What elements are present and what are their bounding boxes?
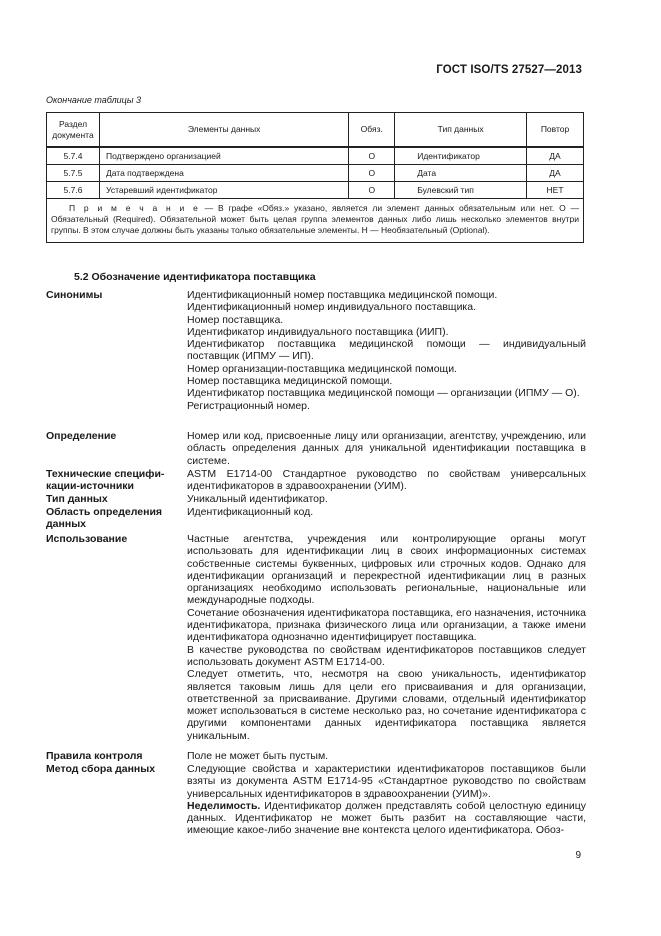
paragraph: [187, 800, 586, 837]
paragraph-text: Идентификатор должен представлять собой целостную единицу данных. Идентификатор не может быть разбит на составляющие части, имеющие какое-либо значение вне контекста целого идентификатора. Обоз-: [187, 799, 586, 837]
field-label: Тип данных: [46, 493, 108, 505]
cell-mandatory: О: [349, 165, 395, 182]
field-value: [187, 533, 586, 742]
field-label: Синонимы: [46, 289, 103, 301]
field-definition: [46, 430, 586, 467]
field-value: [187, 468, 586, 493]
table-header-row: [47, 113, 584, 148]
paragraph: Поле не может быть пустым.: [187, 750, 329, 762]
paragraph: В качестве руководства по свойствам идентификаторов поставщиков следует использовать документ ASTM E1714-00.: [187, 643, 586, 668]
paragraph: Идентификатор поставщика медицинской помощи — индивидуальный поставщик (ИПМУ — ИП).: [187, 338, 586, 363]
field-value: [187, 763, 586, 837]
data-elements-table: [46, 112, 584, 243]
paragraph: Номер поставщика.: [187, 313, 284, 326]
paragraph: Следующие свойства и характеристики идентификаторов поставщиков были взяты из документа ASTM E1714-95 «Стандартное руководство по свойствам универсальных идентификаторов в здравоохранении (УИМ)».: [187, 763, 586, 800]
cell-type: Идентификатор: [395, 147, 527, 165]
field-label: Метод сбора данных: [46, 763, 156, 775]
field-data-type: [46, 493, 586, 505]
table-note-row: [47, 199, 584, 243]
paragraph: Частные агентства, учреждения или контролирующие органы могут использовать для идентификации лиц в своих информационных системах собственные системы буквенных, цифровых или строчных кодов. Однако для идентификации организаций и перекрестной идентификации лиц в разных организациях необходимо использовать региональные, национальные или международные подходы.: [187, 533, 586, 607]
cell-mandatory: О: [349, 147, 395, 165]
page-number: 9: [575, 850, 581, 861]
cell-repeat: ДА: [527, 165, 584, 182]
paragraph: Идентификационный номер индивидуального поставщика.: [187, 301, 477, 314]
field-label: Технические специфи- кации-источники: [46, 468, 165, 493]
table-row: [47, 165, 584, 182]
table-row: [47, 182, 584, 199]
cell-repeat: ДА: [527, 147, 584, 165]
col-header-elements: Элементы данных: [99, 113, 348, 148]
field-value: [187, 289, 586, 412]
field-technical-sources: [46, 468, 586, 493]
field-value: [187, 430, 586, 467]
col-header-section: Раздел документа: [47, 113, 100, 148]
cell-mandatory: О: [349, 182, 395, 199]
paragraph: Следует отметить, что, несмотря на свою уникальность, идентификатор является таковым лишь для цели его присваивания и для организации, ответственной за присваивание. Другими словами, отдельный идентификатор может использоваться в системе несколько раз, но сочетание идентификатора с другими компонентами данных идентификатора поставщика является уникальным.: [187, 668, 586, 742]
paragraph: ASTM E1714-00 Стандартное руководство по свойствам универсальных идентификаторов в здравоохранении (УИМ).: [187, 468, 586, 493]
field-value: [187, 493, 586, 505]
paragraph: Номер поставщика медицинской помощи.: [187, 375, 393, 388]
field-value: [187, 506, 586, 518]
field-validation-rules: [46, 750, 586, 762]
note-text: — В графе «Обяз.» указано, является ли элемент данных обязательным или нет. О — Обязательный (Required). Обязательной может быть целая группа элементов данных либо лишь несколько элементов внутри группы. В этом случае должны быть указаны только обязательные элементы. Н — Необязательный (Optional).: [51, 203, 579, 236]
field-value: [187, 750, 586, 762]
standard-code: ГОСТ ISO/TS 27527—2013: [436, 64, 582, 76]
paragraph: Идентификатор индивидуального поставщика (ИИП).: [187, 325, 449, 338]
table-note: [47, 199, 584, 243]
paragraph: Идентификационный номер поставщика медицинской помощи.: [187, 289, 498, 301]
paragraph: Номер или код, присвоенные лицу или организации, агентству, учреждению, или область определения данных для уникальной идентификации поставщика в системе.: [187, 430, 586, 467]
field-collection-method: [46, 763, 586, 837]
paragraph: Регистрационный номер.: [187, 399, 310, 412]
paragraph: Идентификационный код.: [187, 506, 314, 518]
cell-type: Дата: [395, 165, 527, 182]
field-label: Область определения данных: [46, 506, 163, 531]
field-data-domain: [46, 506, 586, 531]
table-row: [47, 147, 584, 165]
cell-section: 5.7.6: [47, 182, 100, 199]
cell-element: Устаревший идентификатор: [99, 182, 348, 199]
paragraph: Сочетание обозначения идентификатора поставщика, его назначения, источника идентификатора, признака физического лица или организации, а также имени идентификатора однозначно идентифицирует поставщика.: [187, 606, 586, 644]
field-label: Правила контроля: [46, 750, 143, 762]
col-header-mandatory: Обяз.: [349, 113, 395, 148]
cell-element: Подтверждено организацией: [99, 147, 348, 165]
cell-type: Булевский тип: [395, 182, 527, 199]
section-title: 5.2 Обозначение идентификатора поставщика: [74, 271, 316, 283]
field-usage: [46, 533, 586, 742]
field-label: Использование: [46, 533, 128, 545]
field-synonyms: [46, 289, 586, 412]
cell-section: 5.7.5: [47, 165, 100, 182]
paragraph: Номер организации-поставщика медицинской помощи.: [187, 362, 457, 375]
cell-repeat: НЕТ: [527, 182, 584, 199]
field-label: Определение: [46, 430, 117, 442]
paragraph: Уникальный идентификатор.: [187, 493, 328, 505]
bold-lead: Неделимость.: [187, 799, 261, 812]
table-caption: Окончание таблицы 3: [46, 95, 141, 105]
cell-element: Дата подтверждена: [99, 165, 348, 182]
cell-section: 5.7.4: [47, 147, 100, 165]
paragraph: Идентификатор поставщика медицинской помощи — организации (ИПМУ — О).: [187, 387, 580, 400]
note-label: П р и м е ч а н и е: [69, 203, 200, 213]
col-header-repeat: Повтор: [527, 113, 584, 148]
col-header-type: Тип данных: [395, 113, 527, 148]
